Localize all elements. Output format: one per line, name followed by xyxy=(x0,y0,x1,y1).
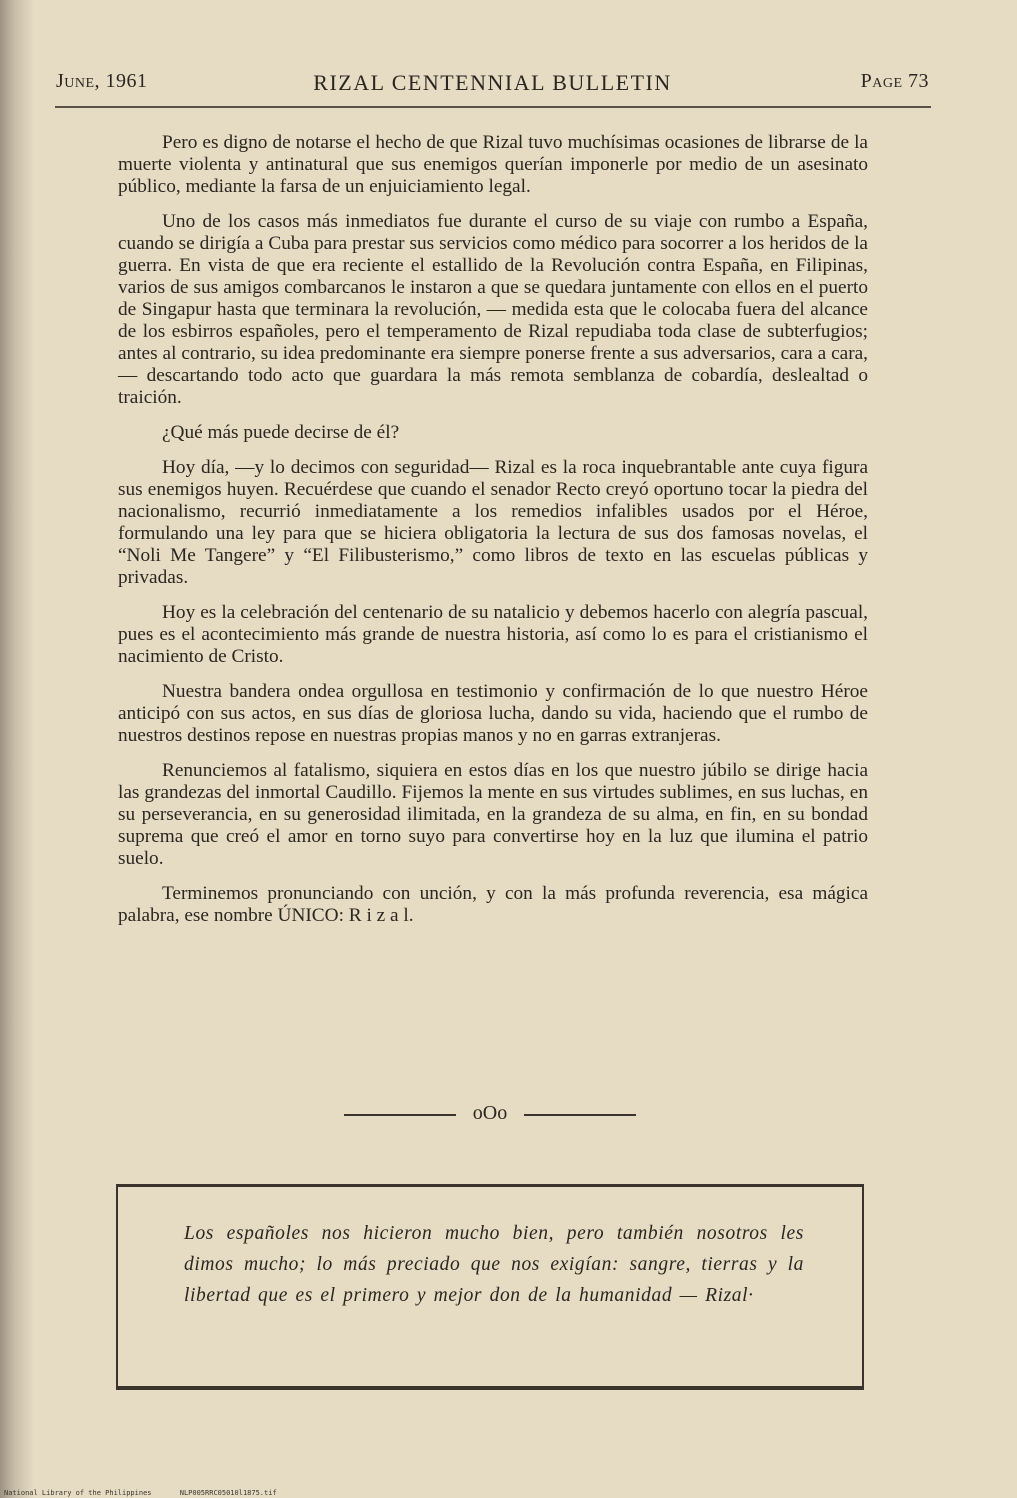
separator-text: oOo xyxy=(472,1102,508,1124)
article-paragraph: Pero es digno de notarse el hecho de que Rizal tuvo muchísimas ocasiones de librarse de la muerte violenta y antinatural que sus enemigos querían imponerle por medio de un asesinato público, mediante la farsa de un enjuiciamiento legal. xyxy=(118,132,868,197)
page-edge-shadow xyxy=(0,0,34,1498)
article-paragraph: Terminemos pronunciando con unción, y con la más profunda reverencia, esa mágica palabra, ese nombre ÚNICO: R i z a l. xyxy=(118,883,868,926)
footer-library: National Library of the Philippines xyxy=(4,1489,152,1497)
quote-box-border-bottom xyxy=(116,1386,864,1390)
header-title: RIZAL CENTENNIAL BULLETIN xyxy=(313,70,672,95)
running-header xyxy=(56,70,929,100)
article-paragraph: Hoy es la celebración del centenario de su natalicio y debemos hacerlo con alegría pascual, pues es el acontecimiento más grande de nuestra historia, así como lo es para el cristianismo el nacimiento de Cristo. xyxy=(118,602,868,667)
header-date: June, 1961 xyxy=(56,70,148,92)
article-paragraph: Nuestra bandera ondea orgullosa en testimonio y confirmación de lo que nuestro Héroe anticipó con sus actos, en sus días de gloriosa lucha, dando su vida, haciendo que el rumbo de nuestros destinos repose en nuestras propias manos y no en garras extranjeras. xyxy=(118,681,868,746)
quote-box-border-right xyxy=(862,1184,864,1390)
article-paragraph: Uno de los casos más inmediatos fue durante el curso de su viaje con rumbo a España, cuando se dirigía a Cuba para prestar sus servicios como médico para socorrer a los heridos de la guerra. En vista de que era reciente el estallido de la Revolución contra España, en Filipinas, varios de sus amigos combarcanos le instaron a que se quedara juntamente con ellos en el puerto de Singapur hasta que terminara la revolución, — medida esta que le colocaba fuera del alcance de los esbirros españoles, pero el temperamento de Rizal repudiaba toda clase de subterfugios; antes al contrario, su idea predominante era siempre ponerse frente a sus adversarios, cara a cara, — descartando todo acto que guardara la más remota semblanza de cobardía, deslealtad o traición. xyxy=(118,211,868,408)
article-paragraph: Hoy día, —y lo decimos con seguridad— Rizal es la roca inquebrantable ante cuya figura sus enemigos huyen. Recuérdese que cuando el senador Recto creyó oportuno tocar la piedra del nacionalismo, recurrió inmediatamente a los remedios infalibles usados por el Héroe, formulando una ley para que se hiciera obligatoria la lectura de sus dos famosas novelas, el “Noli Me Tangere” y “El Filibusterismo,” como libros de texto en las escuelas públicas y privadas. xyxy=(118,457,868,588)
footer-filename: NLP005RRC05010l1875.tif xyxy=(179,1489,277,1497)
quote-box xyxy=(116,1184,864,1390)
header-page-number: Page 73 xyxy=(860,70,929,92)
section-separator xyxy=(340,1102,640,1126)
scan-footer xyxy=(4,1488,604,1498)
quote-box-border-top xyxy=(116,1184,864,1187)
article-paragraph: ¿Qué más puede decirse de él? xyxy=(162,422,400,443)
header-rule xyxy=(55,106,931,108)
article-body xyxy=(118,132,868,940)
separator-line-right xyxy=(524,1114,636,1116)
quote-box-border-left xyxy=(116,1184,118,1390)
article-paragraph: Renunciemos al fatalismo, siquiera en estos días en los que nuestro júbilo se dirige hacia las grandezas del inmortal Caudillo. Fijemos la mente en sus virtudes sublimes, en sus luchas, en su perseverancia, en su generosidad ilimitada, en la grandeza de su alma, en fin, en su bondad suprema que creó el amor en torno suyo para convertirse hoy en la luz que ilumina el patrio suelo. xyxy=(118,760,868,869)
rizal-quote: Los españoles nos hicieron mucho bien, pero también nosotros les dimos mucho; lo más preciado que nos exigían: sangre, tierras y la libertad que es el primero y mejor don de la humanidad — Rizal· xyxy=(184,1223,804,1306)
